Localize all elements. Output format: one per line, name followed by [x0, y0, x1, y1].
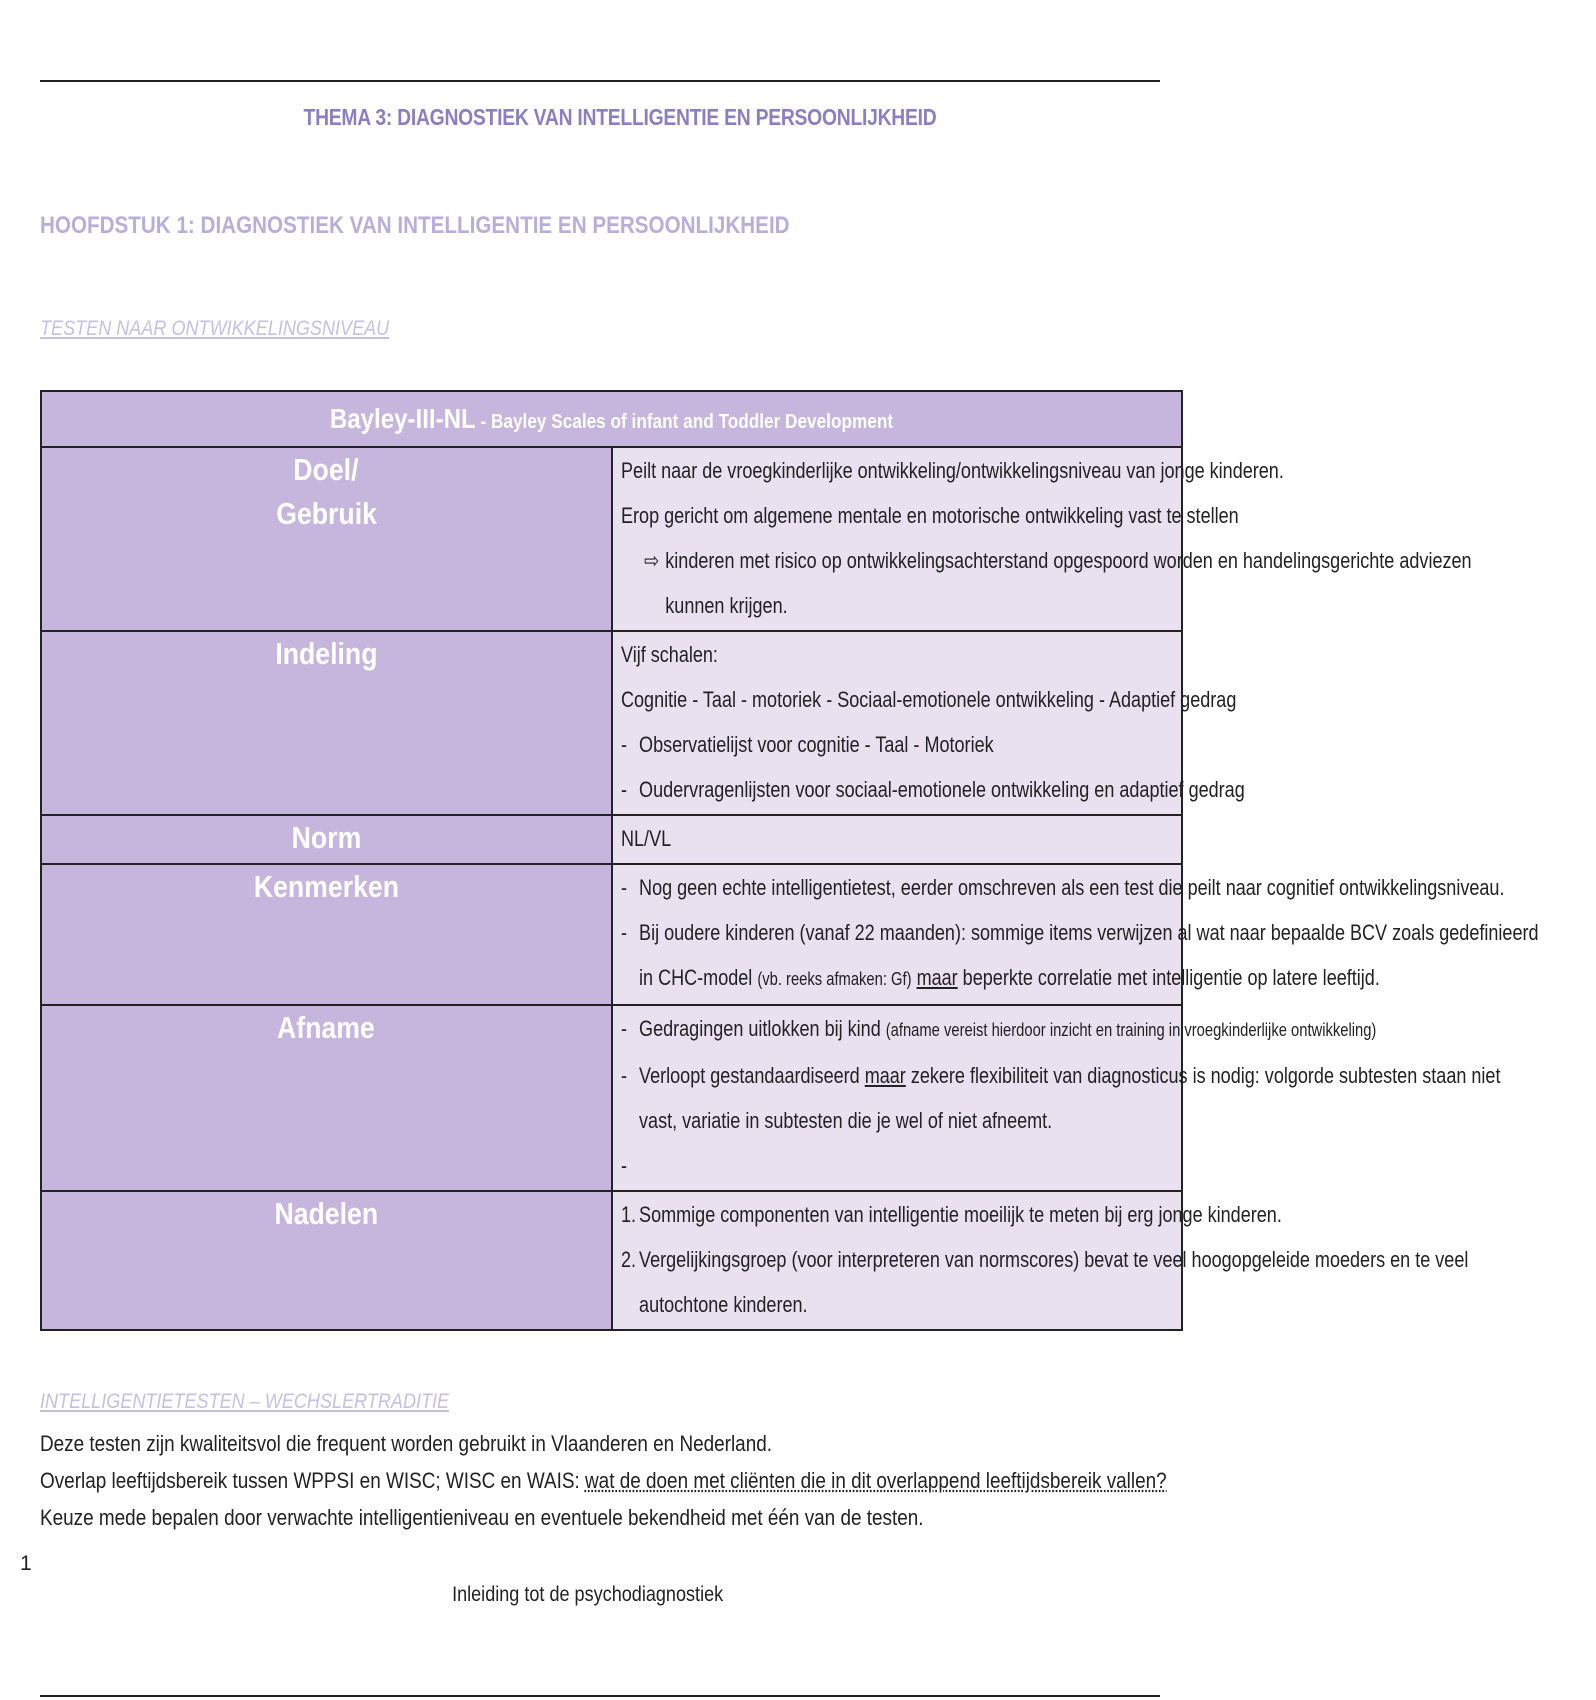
row-label-nadelen [41, 1191, 612, 1330]
row-label-afname [41, 1005, 612, 1191]
indeling-bullet-1: Observatielijst voor cognitie - Taal - Motoriek [638, 732, 994, 757]
dash-bullet-icon: - [620, 1016, 627, 1041]
paragraph-line-2 [40, 1462, 1167, 1499]
row-content-kenmerken [612, 864, 1539, 1005]
row-label-indeling-text: Indeling [275, 636, 378, 671]
row-content-afname [612, 1005, 1500, 1191]
doel-line-2: Erop gericht om algemene mentale en motorische ontwikkeling vast te stellen [620, 503, 1239, 528]
dash-bullet-icon: - [620, 1063, 627, 1088]
footer-text: Inleiding tot de psychodiagnostiek [452, 1583, 724, 1606]
dash-bullet-icon: - [620, 732, 627, 757]
paragraph-comment-link[interactable]: wat de doen met cliënten die in dit overlappend leeftijdsbereik vallen? [585, 1468, 1167, 1493]
table-header [41, 391, 1182, 447]
dash-bullet-icon: - [620, 920, 627, 945]
page-footer [0, 1583, 1176, 1607]
kenmerken-bullet-2-text: Bij oudere kinderen (vanaf 22 maanden): sommige items verwijzen al wat naar bepaalde BCV zoals gedefinieerd in CHC-model [638, 920, 1539, 990]
norm-value: NL/VL [620, 826, 671, 851]
dash-bullet-icon: - [620, 875, 627, 900]
row-label-kenmerken [41, 864, 612, 1005]
row-label-doel-line2: Gebruik [275, 496, 377, 531]
kenmerken-bullet-1: Nog geen echte intelligentietest, eerder omschreven als een test die peilt naar cognitief ontwikkelingsniveau. [638, 875, 1504, 900]
afname-bullet-1-text: Gedragingen uitlokken bij kind [638, 1016, 886, 1041]
row-label-nadelen-text: Nadelen [274, 1196, 379, 1231]
table-header-title: Bayley-III-NL [329, 403, 476, 434]
bottom-rule [40, 1695, 1160, 1697]
page-number: 1 [20, 1552, 32, 1575]
row-content-doel [612, 447, 1472, 631]
list-number: 1. [620, 1202, 636, 1227]
kenmerken-bullet-2 [639, 910, 1557, 1002]
indeling-line-2: Cognitie - Taal - motoriek - Sociaal-emotionele ontwikkeling - Adaptief gedrag [620, 687, 1236, 712]
row-label-kenmerken-text: Kenmerken [253, 869, 399, 904]
row-label-norm [41, 815, 612, 864]
chapter-heading: HOOFDSTUK 1: DIAGNOSTIEK VAN INTELLIGENTIE EN PERSOONLIJKHEID [40, 212, 790, 239]
section-heading-development: TESTEN NAAR ONTWIKKELINGSNIVEAU [40, 317, 390, 340]
row-label-norm-text: Norm [291, 820, 362, 855]
top-rule [40, 80, 1160, 82]
row-label-doel-line1: Doel/ [293, 452, 359, 487]
afname-bullet-2-underlined: maar [864, 1063, 906, 1088]
row-content-indeling [612, 631, 1245, 815]
afname-bullet-2 [639, 1053, 1541, 1143]
list-number: 2. [620, 1247, 636, 1272]
afname-bullet-1 [639, 1006, 1376, 1053]
afname-bullet-2-rest: zekere flexibiliteit van diagnosticus is nodig: volgorde subtesten staan niet vast, variatie in subtesten die je wel of niet afneemt. [638, 1063, 1500, 1133]
nadelen-item-2: Vergelijkingsgroep (voor interpreteren van normscores) bevat te veel hoogopgeleide moeders en te veel autochtone kinderen. [638, 1247, 1468, 1317]
row-label-doel [41, 447, 612, 631]
nadelen-item-1: Sommige componenten van intelligentie moeilijk te meten bij erg jonge kinderen. [638, 1202, 1282, 1227]
outline-right-arrow-icon: ⇨ [643, 548, 659, 573]
afname-bullet-2-text: Verloopt gestandaardiseerd [638, 1063, 865, 1088]
indeling-line-1: Vijf schalen: [620, 642, 718, 667]
doel-line-1: Peilt naar de vroegkinderlijke ontwikkeling/ontwikkelingsniveau van jonge kinderen. [620, 458, 1284, 483]
dash-bullet-icon: - [620, 1153, 627, 1178]
bayley-table [40, 390, 1539, 1331]
document-title: THEMA 3: DIAGNOSTIEK VAN INTELLIGENTIE EN PERSOONLIJKHEID [303, 104, 937, 130]
row-label-indeling [41, 631, 612, 815]
kenmerken-bullet-2-underlined: maar [916, 965, 958, 990]
paragraph-line-1: Deze testen zijn kwaliteitsvol die frequent worden gebruikt in Vlaanderen en Nederland. [40, 1431, 773, 1456]
row-content-norm [612, 815, 1183, 864]
row-label-afname-text: Afname [277, 1010, 376, 1045]
row-content-nadelen [612, 1191, 1468, 1330]
kenmerken-bullet-2-note: (vb. reeks afmaken: Gf) [756, 969, 912, 989]
wechsler-paragraph [40, 1425, 1167, 1536]
section-heading-wechsler: INTELLIGENTIETESTEN – WECHSLERTRADITIE [40, 1390, 450, 1413]
table-header-subtitle: - Bayley Scales of infant and Toddler Development [475, 411, 894, 433]
dash-bullet-icon: - [620, 777, 627, 802]
paragraph-line-2-text: Overlap leeftijdsbereik tussen WPPSI en WISC; WISC en WAIS: [40, 1468, 586, 1493]
kenmerken-bullet-2-rest: beperkte correlatie met intelligentie op latere leeftijd. [957, 965, 1380, 990]
doel-arrow-text: kinderen met risico op ontwikkelingsachterstand opgespoord worden en handelingsgerichte adviezen kunnen krijgen. [664, 548, 1472, 618]
indeling-bullet-2: Oudervragenlijsten voor sociaal-emotionele ontwikkeling en adaptief gedrag [638, 777, 1245, 802]
afname-bullet-1-note: (afname vereist hierdoor inzicht en training in vroegkinderlijke ontwikkeling) [885, 1020, 1376, 1040]
paragraph-line-3: Keuze mede bepalen door verwachte intelligentieniveau en eventuele bekendheid met één van de testen. [40, 1505, 924, 1530]
